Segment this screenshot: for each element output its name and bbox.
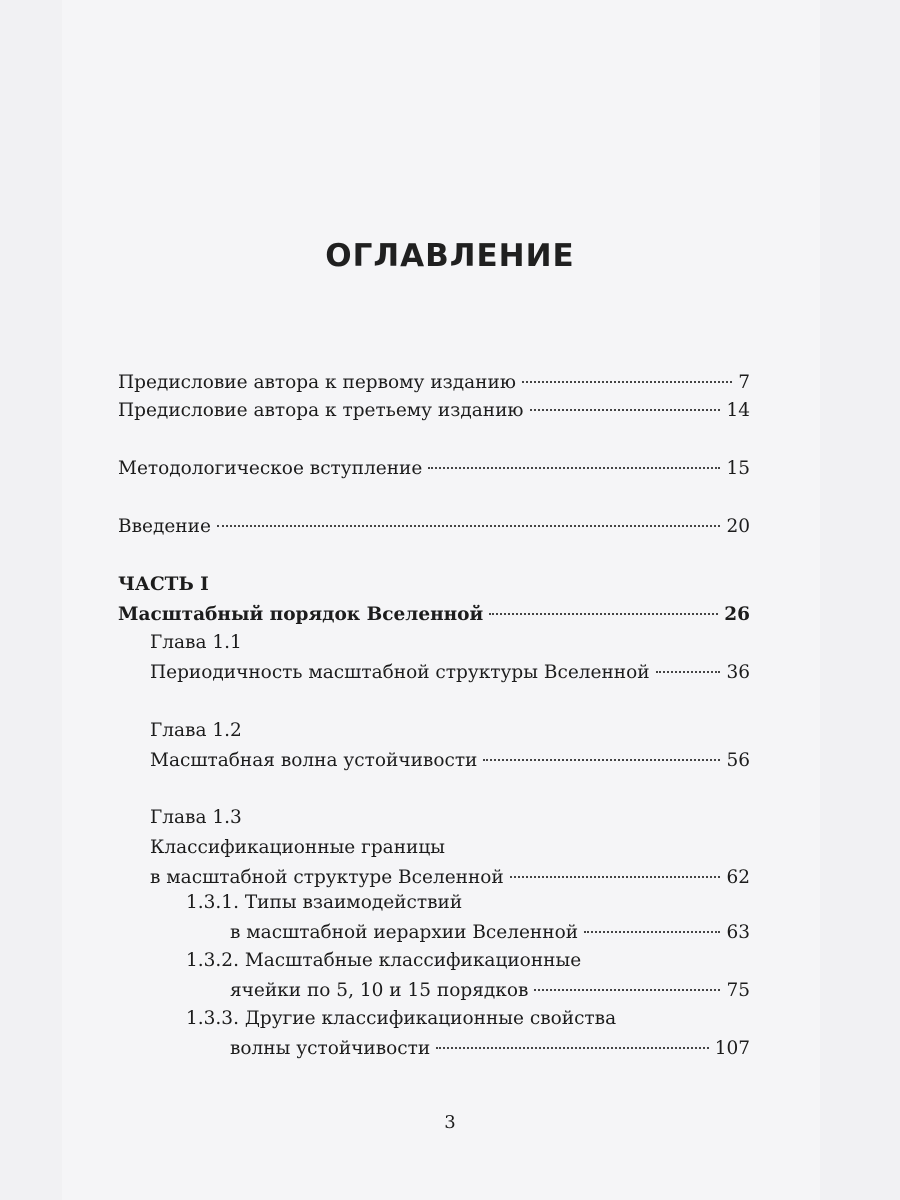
dot-leader <box>483 759 720 761</box>
entry-page: 7 <box>738 372 750 393</box>
entry-text: Периодичность масштабной структуры Вселенной <box>150 662 650 683</box>
toc-entry-section-1-3-2[interactable] <box>186 946 750 1006</box>
entry-text: Введение <box>118 516 211 537</box>
toc-entry-section-1-3-1[interactable] <box>186 888 750 948</box>
entry-page: 107 <box>714 1038 750 1059</box>
part-label: ЧАСТЬ I <box>118 574 209 595</box>
entry-text-line1: 1.3.2. Масштабные классификационные <box>186 950 582 971</box>
dot-leader <box>656 671 721 673</box>
toc-entry-preface-third[interactable] <box>118 396 750 426</box>
entry-text-line2: в масштабной иерархии Вселенной <box>230 922 579 943</box>
dot-leader <box>522 381 732 383</box>
toc-entry-chapter-1-2[interactable] <box>150 716 750 776</box>
chapter-label: Глава 1.3 <box>150 807 242 828</box>
entry-text: Предисловие автора к третьему изданию <box>118 400 524 421</box>
chapter-label: Глава 1.2 <box>150 720 242 741</box>
dot-leader <box>530 409 721 411</box>
toc-entry-chapter-1-3[interactable] <box>150 803 750 893</box>
dot-leader <box>436 1047 708 1049</box>
entry-text-line1: 1.3.1. Типы взаимодействий <box>186 892 463 913</box>
dot-leader <box>534 989 720 991</box>
entry-page: 56 <box>726 750 750 771</box>
dot-leader <box>584 931 720 933</box>
entry-page: 20 <box>726 516 750 537</box>
toc-entry-preface-first[interactable] <box>118 368 750 398</box>
entry-page: 26 <box>724 604 750 625</box>
toc-entry-section-1-3-3[interactable] <box>186 1004 750 1064</box>
toc-entry-methodology[interactable] <box>118 454 750 484</box>
entry-page: 36 <box>726 662 750 683</box>
entry-text-line1: Классификационные границы <box>150 837 445 858</box>
dot-leader <box>489 613 718 615</box>
entry-text-line1: 1.3.3. Другие классификационные свойства <box>186 1008 617 1029</box>
dot-leader <box>217 525 721 527</box>
dot-leader <box>510 876 721 878</box>
entry-page: 63 <box>726 922 750 943</box>
entry-text: Масштабная волна устойчивости <box>150 750 478 771</box>
entry-text: Предисловие автора к первому изданию <box>118 372 516 393</box>
dot-leader <box>428 467 720 469</box>
entry-text-line2: в масштабной структуре Вселенной <box>150 867 504 888</box>
chapter-label: Глава 1.1 <box>150 632 242 653</box>
entry-page: 62 <box>726 867 750 888</box>
page-title: ОГЛАВЛЕНИЕ <box>325 238 575 274</box>
entry-page: 75 <box>726 980 750 1001</box>
page-number: 3 <box>444 1112 456 1133</box>
toc-entry-part-1[interactable] <box>118 570 750 630</box>
entry-text: Масштабный порядок Вселенной <box>118 604 484 625</box>
entry-text-line2: волны устойчивости <box>230 1038 431 1059</box>
entry-page: 14 <box>726 400 750 421</box>
entry-text-line2: ячейки по 5, 10 и 15 порядков <box>230 980 529 1001</box>
toc-entry-chapter-1-1[interactable] <box>150 628 750 688</box>
toc-entry-introduction[interactable] <box>118 512 750 542</box>
entry-text: Методологическое вступление <box>118 458 423 479</box>
entry-page: 15 <box>726 458 750 479</box>
